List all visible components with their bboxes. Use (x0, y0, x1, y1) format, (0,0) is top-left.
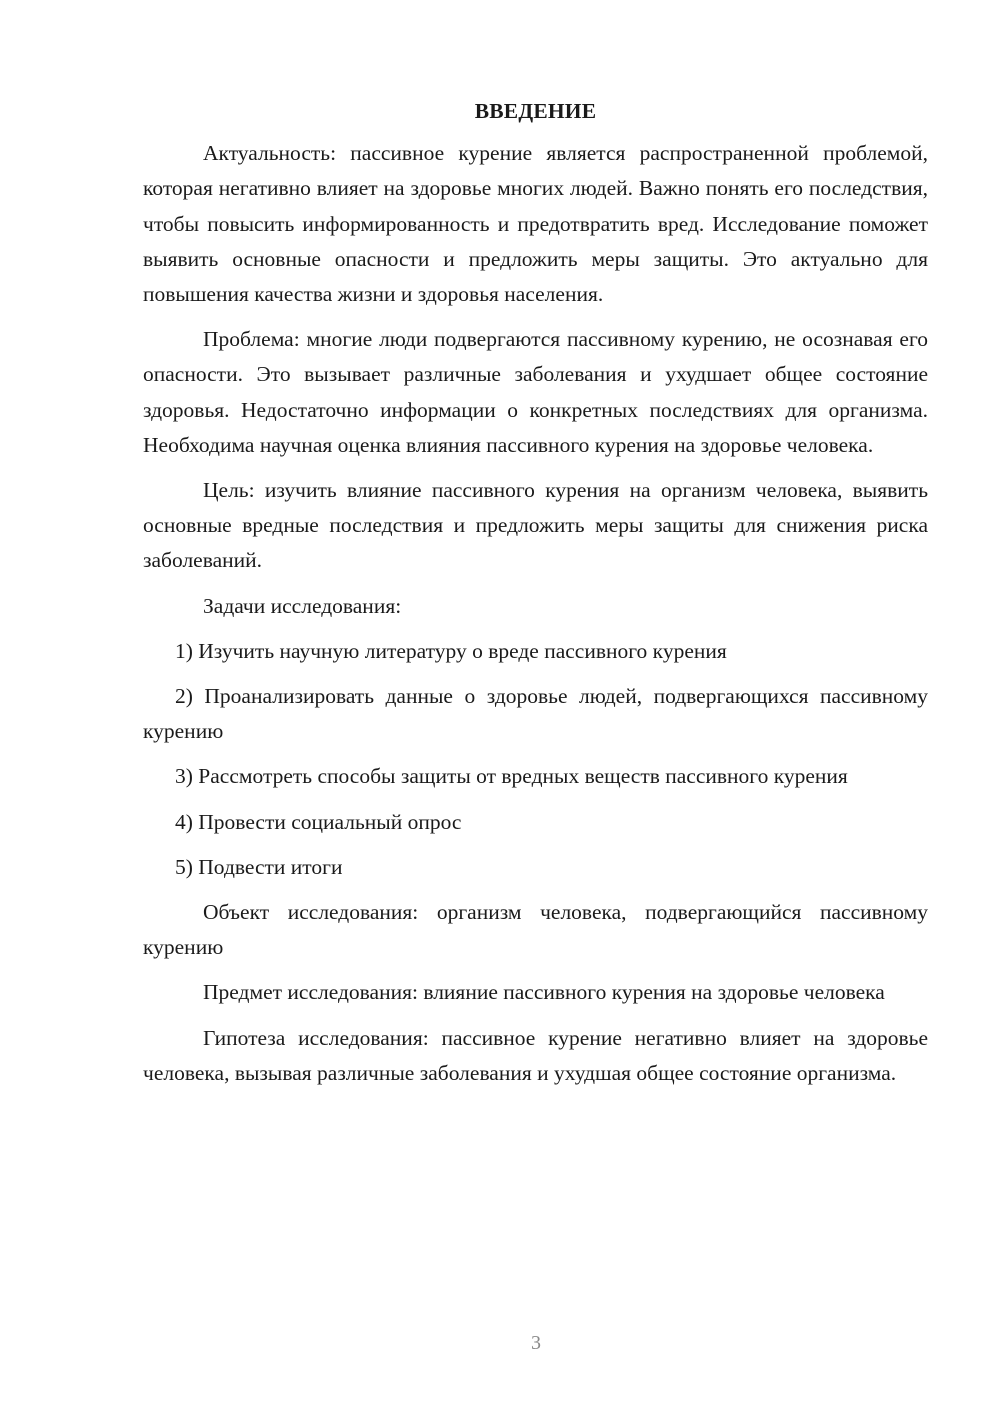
task-item-1: 1) Изучить научную литературу о вреде пассивного курения (175, 638, 727, 663)
task-item-3: 3) Рассмотреть способы защиты от вредных веществ пассивного курения (175, 764, 848, 789)
task-item-2: 2) Проанализировать данные о здоровье людей, подвергающихся пассивному курению (143, 684, 928, 744)
relevance-paragraph: Актуальность: пассивное курение является распространенной проблемой, которая негативно влияет на здоровье многих людей. Важно понять его последствия, чтобы повысить информированность и предотвратить вред. Исследование поможет выявить основные опасности и предложить меры защиты. Это актуально для повышения качества жизни и здоровья населения. (143, 141, 928, 307)
task-item-4: 4) Провести социальный опрос (175, 809, 462, 834)
goal-paragraph: Цель: изучить влияние пассивного курения на организм человека, выявить основные вредные последствия и предложить меры защиты для снижения риска заболеваний. (143, 478, 928, 573)
page-number: 3 (531, 1332, 541, 1354)
section-title: ВВЕДЕНИЕ (474, 99, 597, 123)
hypothesis-paragraph: Гипотеза исследования: пассивное курение негативно влияет на здоровье человека, вызывая различные заболевания и ухудшая общее состояние организма. (143, 1025, 928, 1085)
problem-paragraph: Проблема: многие люди подвергаются пассивному курению, не осознавая его опасности. Это вызывает различные заболевания и ухудшает общее состояние здоровья. Недостаточно информации о конкретных последствиях для организма. Необходима научная оценка влияния пассивного курения на здоровье человека. (143, 327, 928, 457)
task-item-5: 5) Подвести итоги (175, 854, 343, 879)
page-content (143, 94, 928, 1101)
subject-paragraph: Предмет исследования: влияние пассивного курения на здоровье человека (203, 980, 885, 1005)
object-paragraph: Объект исследования: организм человека, подвергающийся пассивному курению (143, 900, 928, 960)
tasks-heading: Задачи исследования: (203, 593, 402, 618)
